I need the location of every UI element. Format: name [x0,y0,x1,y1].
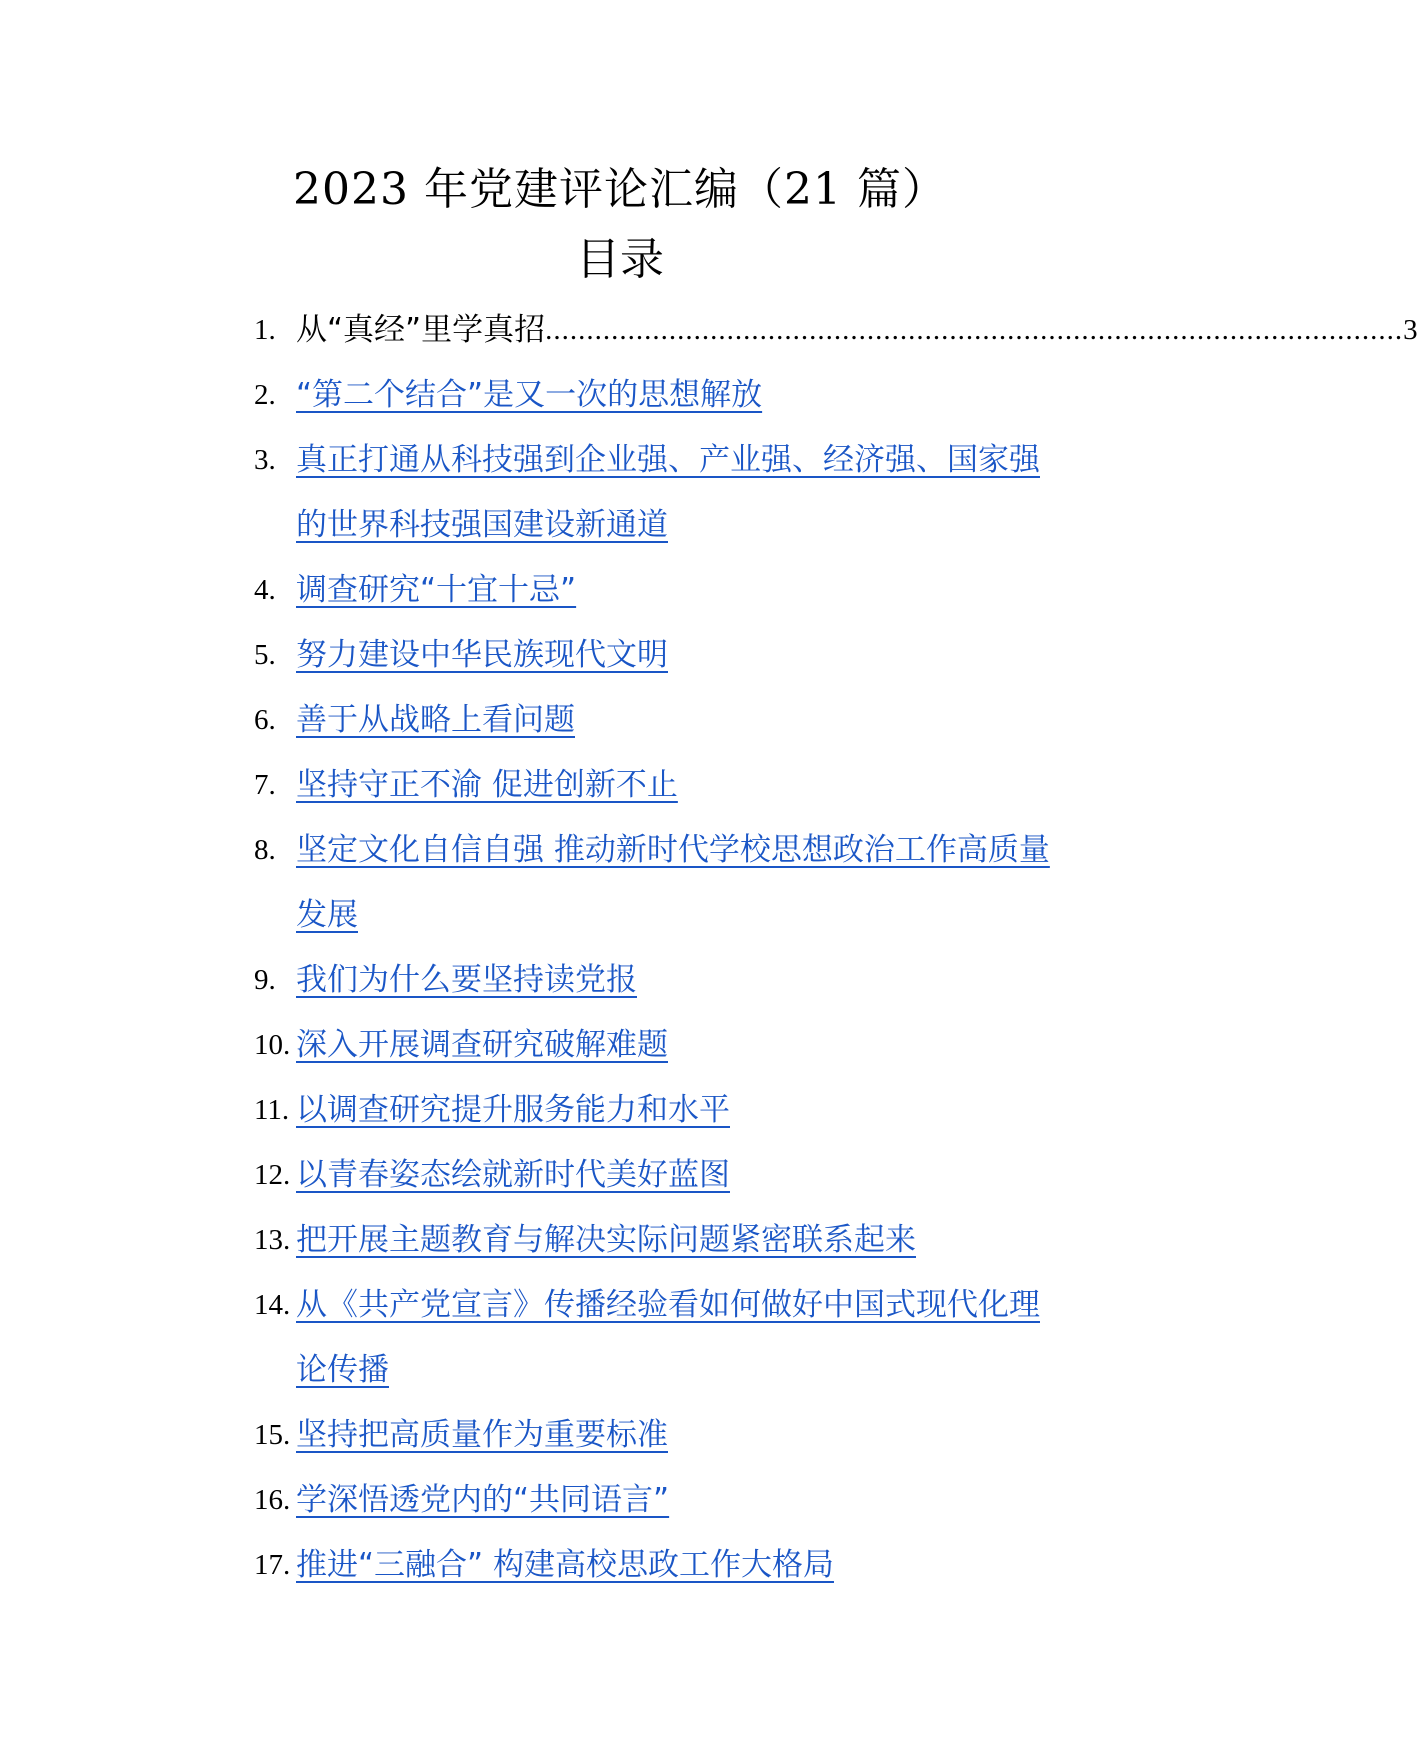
toc-entry-12[interactable] [254,1143,1054,1208]
toc-entry-17[interactable] [254,1533,1054,1598]
toc-link[interactable]: 学深悟透党内的“共同语言” [296,1482,670,1518]
table-of-contents [254,298,1418,1598]
toc-link[interactable]: 坚持守正不渝 促进创新不止 [296,767,678,803]
toc-link[interactable]: 以调查研究提升服务能力和水平 [296,1092,730,1128]
toc-link[interactable]: 真正打通从科技强到企业强、产业强、经济强、国家强的世界科技强国建设新通道 [296,442,1040,543]
toc-number: 16. [254,1484,291,1516]
toc-number: 11. [254,1094,290,1126]
toc-entry-5[interactable] [254,623,1054,688]
toc-link[interactable]: 我们为什么要坚持读党报 [296,962,637,998]
toc-number: 1. [254,314,276,346]
toc-link[interactable]: 从《共产党宣言》传播经验看如何做好中国式现代化理论传播 [296,1287,1040,1388]
toc-link[interactable]: 把开展主题教育与解决实际问题紧密联系起来 [296,1222,916,1258]
toc-entry-9[interactable] [254,948,1054,1013]
toc-link[interactable]: 坚持把高质量作为重要标准 [296,1417,668,1453]
toc-number: 15. [254,1419,291,1451]
toc-number: 14. [254,1289,291,1321]
toc-dot-leader: ........................................................................................................ [545,314,1404,346]
toc-link[interactable]: 调查研究“十宜十忌” [296,572,577,608]
toc-link[interactable]: 善于从战略上看问题 [296,702,575,738]
toc-entry-6[interactable] [254,688,1054,753]
toc-heading: 目录 [576,234,664,285]
toc-link[interactable]: 努力建设中华民族现代文明 [296,637,668,673]
toc-link[interactable]: 深入开展调查研究破解难题 [296,1027,668,1063]
toc-number: 17. [254,1549,291,1581]
toc-number: 6. [254,704,276,736]
toc-entry-14[interactable] [254,1273,1054,1403]
toc-entry-4[interactable] [254,558,1054,623]
toc-number: 9. [254,964,276,996]
toc-number: 4. [254,574,276,606]
toc-entry-7[interactable] [254,753,1054,818]
toc-first-row [296,298,1418,363]
toc-number: 13. [254,1224,291,1256]
toc-link[interactable]: 坚定文化自信自强 推动新时代学校思想政治工作高质量发展 [296,832,1050,933]
toc-entry-11[interactable] [254,1078,1054,1143]
toc-entry-3[interactable] [254,428,1054,558]
document-title: 2023 年党建评论汇编（21 篇） [293,164,947,215]
toc-entry-10[interactable] [254,1013,1054,1078]
toc-entry-15[interactable] [254,1403,1054,1468]
toc-entry-1 [254,298,1418,363]
toc-link[interactable]: 推进“三融合” 构建高校思政工作大格局 [296,1547,834,1583]
toc-entry-16[interactable] [254,1468,1054,1533]
toc-entry-8[interactable] [254,818,1054,948]
toc-number: 5. [254,639,276,671]
toc-number: 12. [254,1159,291,1191]
toc-entry-2[interactable] [254,363,1054,428]
toc-link[interactable]: 以青春姿态绘就新时代美好蓝图 [296,1157,730,1193]
toc-number: 2. [254,379,276,411]
toc-number: 10. [254,1029,291,1061]
toc-entry-13[interactable] [254,1208,1054,1273]
toc-link[interactable]: “第二个结合”是又一次的思想解放 [296,377,763,413]
toc-number: 3. [254,444,276,476]
toc-number: 7. [254,769,276,801]
toc-page-number: 3 [1403,314,1418,346]
toc-number: 8. [254,834,276,866]
toc-title: 从“真经”里学真招 [296,312,546,348]
